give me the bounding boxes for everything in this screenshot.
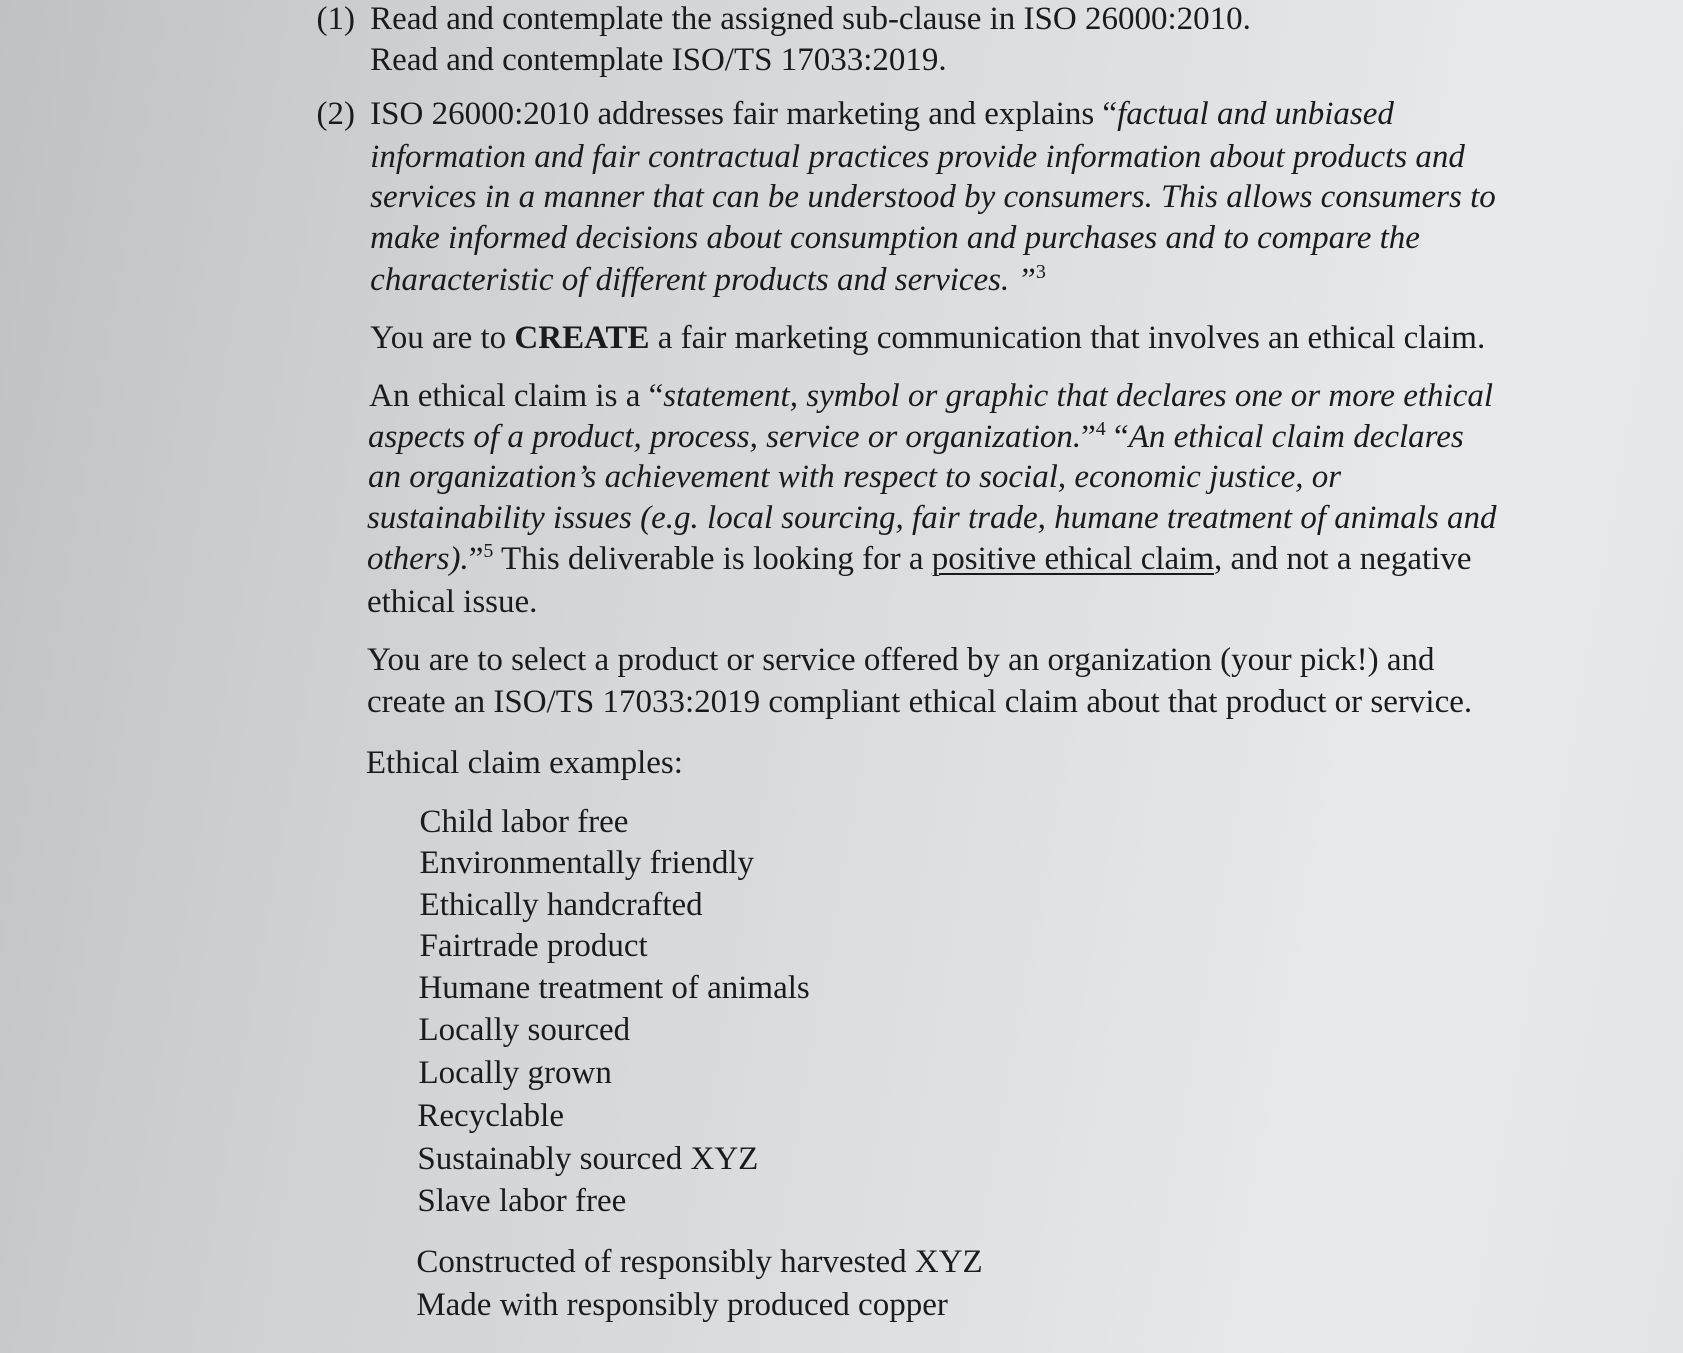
text-run: , and not a negative	[1214, 541, 1472, 578]
text-line	[370, 260, 1046, 300]
quoted-text: statement, symbol or graphic that declares one or more ethical	[663, 377, 1494, 414]
text-line	[370, 137, 1465, 177]
text-line	[368, 457, 1341, 497]
quoted-text: characteristic of different products and services. ”	[370, 262, 1036, 299]
example-list-item: Constructed of responsibly harvested XYZ	[416, 1243, 983, 1280]
text-run: Read and contemplate the assigned sub-clause in ISO 26000:2010.	[370, 1, 1251, 38]
text-run: You are to select a product or service offered by an organization (your pick!) and	[366, 641, 1435, 678]
quoted-text: sustainability issues (e.g. local sourcing, fair trade, humane treatment of animals and	[366, 500, 1497, 537]
example-list-item: Locally sourced	[418, 1012, 631, 1049]
text-run: Read and contemplate ISO/TS 17033:2019.	[370, 42, 947, 79]
example-list-item: Humane treatment of animals	[418, 970, 810, 1007]
text-line	[370, 94, 1394, 134]
text-run: “	[1105, 418, 1129, 455]
example-list-item: Ethically handcrafted	[419, 886, 703, 923]
text-run: ”	[468, 541, 484, 578]
text-run: You are to	[370, 319, 515, 356]
quoted-text: an organization’s achievement with respect to social, economic justice, or	[368, 459, 1342, 496]
example-list-item: Child labor free	[419, 803, 629, 840]
quoted-text: aspects of a product, process, service or organization.	[368, 418, 1082, 455]
text-line	[370, 218, 1420, 258]
text-line	[370, 177, 1496, 217]
quoted-text: others).	[366, 541, 469, 578]
text-line	[368, 417, 1464, 457]
emphasis-text: CREATE	[514, 319, 650, 356]
example-list-item: Sustainably sourced XYZ	[417, 1140, 759, 1177]
text-line	[367, 539, 1472, 579]
item-number: (1)	[316, 1, 356, 38]
example-list-item: Made with responsibly produced copper	[416, 1286, 948, 1323]
example-list-item: Locally grown	[418, 1055, 612, 1091]
text-line	[370, 318, 1485, 358]
text-line	[367, 498, 1497, 538]
footnote-ref: 3	[1035, 261, 1046, 284]
text-run: ”	[1081, 418, 1096, 455]
example-list-item: Slave labor free	[417, 1182, 627, 1219]
quoted-text: make informed decisions about consumption and purchases and to compare the	[370, 220, 1420, 257]
footnote-ref: 4	[1095, 417, 1106, 440]
text-run: ISO 26000:2010 addresses fair marketing and explains “	[370, 95, 1118, 132]
text-run: This deliverable is looking for a	[493, 541, 932, 578]
text-line	[367, 582, 537, 622]
text-line	[366, 743, 683, 783]
text-line	[367, 640, 1435, 680]
text-line	[367, 682, 1472, 722]
text-run: create an ISO/TS 17033:2019 compliant ethical claim about that product or service.	[366, 683, 1473, 720]
underlined-text: positive ethical claim	[931, 541, 1214, 578]
text-run: An ethical claim is a “	[369, 377, 664, 414]
example-list-item: Environmentally friendly	[419, 844, 755, 881]
quoted-text: An ethical claim declares	[1128, 418, 1464, 455]
text-run: Ethical claim examples:	[365, 744, 683, 781]
footnote-ref: 5	[483, 540, 494, 563]
text-line	[370, 0, 1251, 39]
quoted-text: information and fair contractual practices provide information about products and	[370, 138, 1465, 175]
text-line	[369, 376, 1493, 416]
example-list-item: Recyclable	[417, 1097, 564, 1134]
text-run: ethical issue.	[366, 583, 538, 620]
example-list-item: Fairtrade product	[419, 928, 648, 965]
text-line	[370, 40, 947, 80]
quoted-text: services in a manner that can be understood by consumers. This allows consumers to	[370, 179, 1496, 216]
item-number: (2)	[316, 95, 356, 132]
text-run: a fair marketing communication that involves an ethical claim.	[649, 319, 1486, 356]
quoted-text: factual and unbiased	[1117, 95, 1394, 132]
